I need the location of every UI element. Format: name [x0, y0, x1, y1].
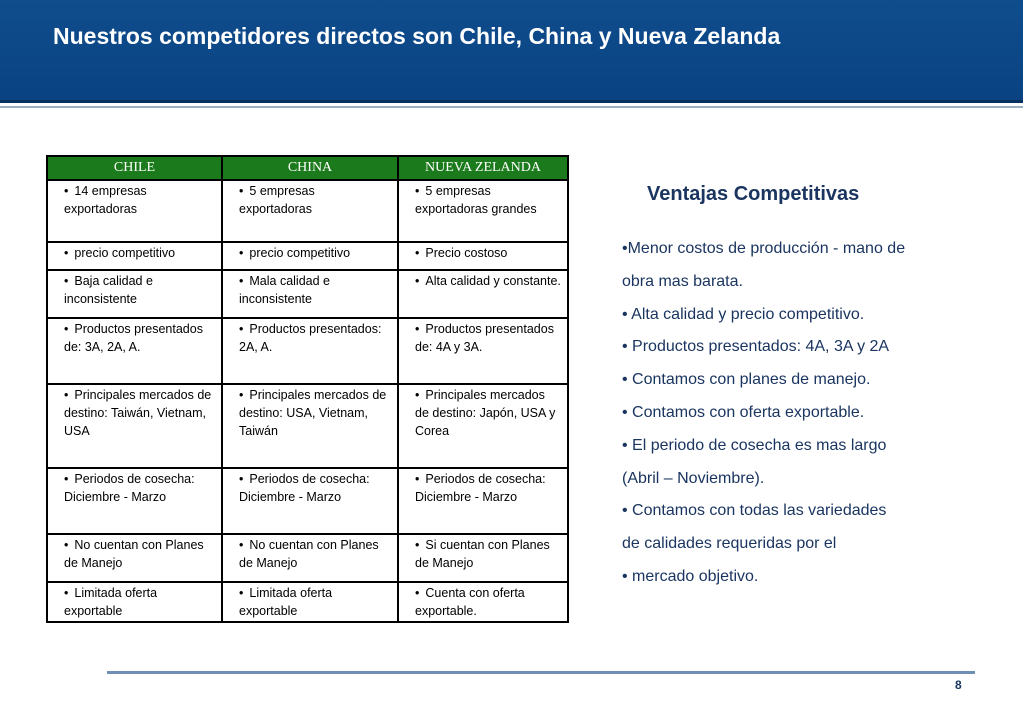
- bullet-icon: •: [64, 246, 69, 260]
- table-row: [47, 180, 568, 242]
- bullet-icon: •: [64, 472, 69, 486]
- cell-text: No cuentan con Planes de Manejo: [64, 538, 204, 570]
- table-row: [47, 384, 568, 468]
- cell-text: Mala calidad e inconsistente: [239, 274, 330, 306]
- advantage-line: • El periodo de cosecha es mas largo: [622, 436, 887, 454]
- cell-text: Productos presentados: 2A, A.: [239, 322, 382, 354]
- bullet-icon: •: [415, 184, 420, 198]
- advantage-line: • Contamos con todas las variedades: [622, 502, 887, 520]
- competitor-table: [46, 155, 569, 623]
- page-number: 8: [955, 678, 962, 692]
- table-row: [47, 534, 568, 582]
- cell-text: Periodos de cosecha: Diciembre - Marzo: [64, 472, 195, 504]
- bullet-icon: •: [239, 246, 244, 260]
- cell-text: Productos presentados de: 3A, 2A, A.: [64, 322, 203, 354]
- bullet-icon: •: [239, 586, 244, 600]
- table-cell: [222, 270, 398, 318]
- cell-text: Principales mercados de destino: USA, Vietnam, Taiwán: [239, 388, 387, 438]
- advantage-line: • Productos presentados: 4A, 3A y 2A: [622, 338, 890, 356]
- bullet-icon: •: [415, 472, 420, 486]
- table-cell: [47, 270, 222, 318]
- table-row: [47, 270, 568, 318]
- column-header-chile: CHILE: [47, 156, 222, 180]
- footer-divider: [107, 671, 975, 674]
- table-cell: [47, 180, 222, 242]
- title-banner: [0, 0, 1023, 103]
- table-row: [47, 318, 568, 384]
- bullet-icon: •: [64, 586, 69, 600]
- bullet-icon: •: [64, 388, 69, 402]
- table-cell: [398, 582, 568, 622]
- cell-text: precio competitivo: [74, 246, 176, 260]
- bullet-icon: •: [64, 184, 69, 198]
- table-row: [47, 468, 568, 534]
- bullet-icon: •: [239, 322, 244, 336]
- cell-text: Periodos de cosecha: Diciembre - Marzo: [415, 472, 546, 504]
- bullet-icon: •: [415, 538, 420, 552]
- slide-title: Nuestros competidores directos son Chile, China y Nueva Zelanda: [53, 23, 781, 49]
- cell-text: 14 empresas exportadoras: [64, 184, 147, 216]
- table-cell: [222, 384, 398, 468]
- table-cell: [47, 242, 222, 270]
- table-cell: [47, 384, 222, 468]
- cell-text: Si cuentan con Planes de Manejo: [415, 538, 550, 570]
- cell-text: 5 empresas exportadoras grandes: [415, 184, 537, 216]
- table-cell: [222, 582, 398, 622]
- bullet-icon: •: [239, 388, 244, 402]
- cell-text: Cuenta con oferta exportable.: [415, 586, 525, 618]
- cell-text: Principales mercados de destino: Japón, USA y Corea: [415, 388, 556, 438]
- cell-text: Productos presentados de: 4A y 3A.: [415, 322, 554, 354]
- table-cell: [222, 318, 398, 384]
- cell-text: Baja calidad e inconsistente: [64, 274, 153, 306]
- bullet-icon: •: [239, 274, 244, 288]
- advantage-line: de calidades requeridas por el: [622, 535, 837, 553]
- table-cell: [47, 582, 222, 622]
- advantage-line: • mercado objetivo.: [622, 567, 759, 585]
- table-row: [47, 242, 568, 270]
- cell-text: Principales mercados de destino: Taiwán, Vietnam, USA: [64, 388, 212, 438]
- table-cell: [47, 468, 222, 534]
- bullet-icon: •: [415, 274, 420, 288]
- cell-text: Periodos de cosecha: Diciembre - Marzo: [239, 472, 370, 504]
- cell-text: 5 empresas exportadoras: [239, 184, 315, 216]
- table-cell: [47, 534, 222, 582]
- bullet-icon: •: [415, 586, 420, 600]
- bullet-icon: •: [415, 388, 420, 402]
- table-header-row: [47, 156, 568, 180]
- bullet-icon: •: [415, 322, 420, 336]
- table-cell: [47, 318, 222, 384]
- cell-text: No cuentan con Planes de Manejo: [239, 538, 379, 570]
- advantage-line: • Alta calidad y precio competitivo.: [622, 305, 865, 323]
- bullet-icon: •: [239, 184, 244, 198]
- cell-text: Precio costoso: [425, 246, 508, 260]
- cell-text: precio competitivo: [249, 246, 351, 260]
- table-cell: [398, 270, 568, 318]
- bullet-icon: •: [64, 322, 69, 336]
- advantages-list: [622, 233, 982, 594]
- cell-text: Limitada oferta exportable: [64, 586, 158, 618]
- table-row: [47, 582, 568, 622]
- table-cell: [222, 468, 398, 534]
- table-cell: [398, 318, 568, 384]
- header-divider: [0, 106, 1023, 108]
- cell-text: Limitada oferta exportable: [239, 586, 333, 618]
- table-cell: [398, 384, 568, 468]
- bullet-icon: •: [239, 472, 244, 486]
- bullet-icon: •: [64, 274, 69, 288]
- bullet-icon: •: [64, 538, 69, 552]
- table-cell: [222, 534, 398, 582]
- table-body: [47, 180, 568, 622]
- cell-text: Alta calidad y constante.: [425, 274, 561, 288]
- table-cell: [398, 468, 568, 534]
- table-cell: [222, 180, 398, 242]
- advantage-line: obra mas barata.: [622, 272, 743, 290]
- advantages-title: Ventajas Competitivas: [647, 183, 860, 205]
- table-cell: [398, 534, 568, 582]
- advantage-line: • Contamos con planes de manejo.: [622, 371, 871, 389]
- table-cell: [398, 242, 568, 270]
- advantage-line: •Menor costos de producción - mano de: [622, 240, 906, 257]
- table-cell: [398, 180, 568, 242]
- bullet-icon: •: [415, 246, 420, 260]
- advantage-line: (Abril – Noviembre).: [622, 469, 765, 487]
- table-cell: [222, 242, 398, 270]
- advantage-line: • Contamos con oferta exportable.: [622, 403, 865, 421]
- column-header-china: CHINA: [222, 156, 398, 180]
- bullet-icon: •: [239, 538, 244, 552]
- column-header-nueva-zelanda: NUEVA ZELANDA: [398, 156, 568, 180]
